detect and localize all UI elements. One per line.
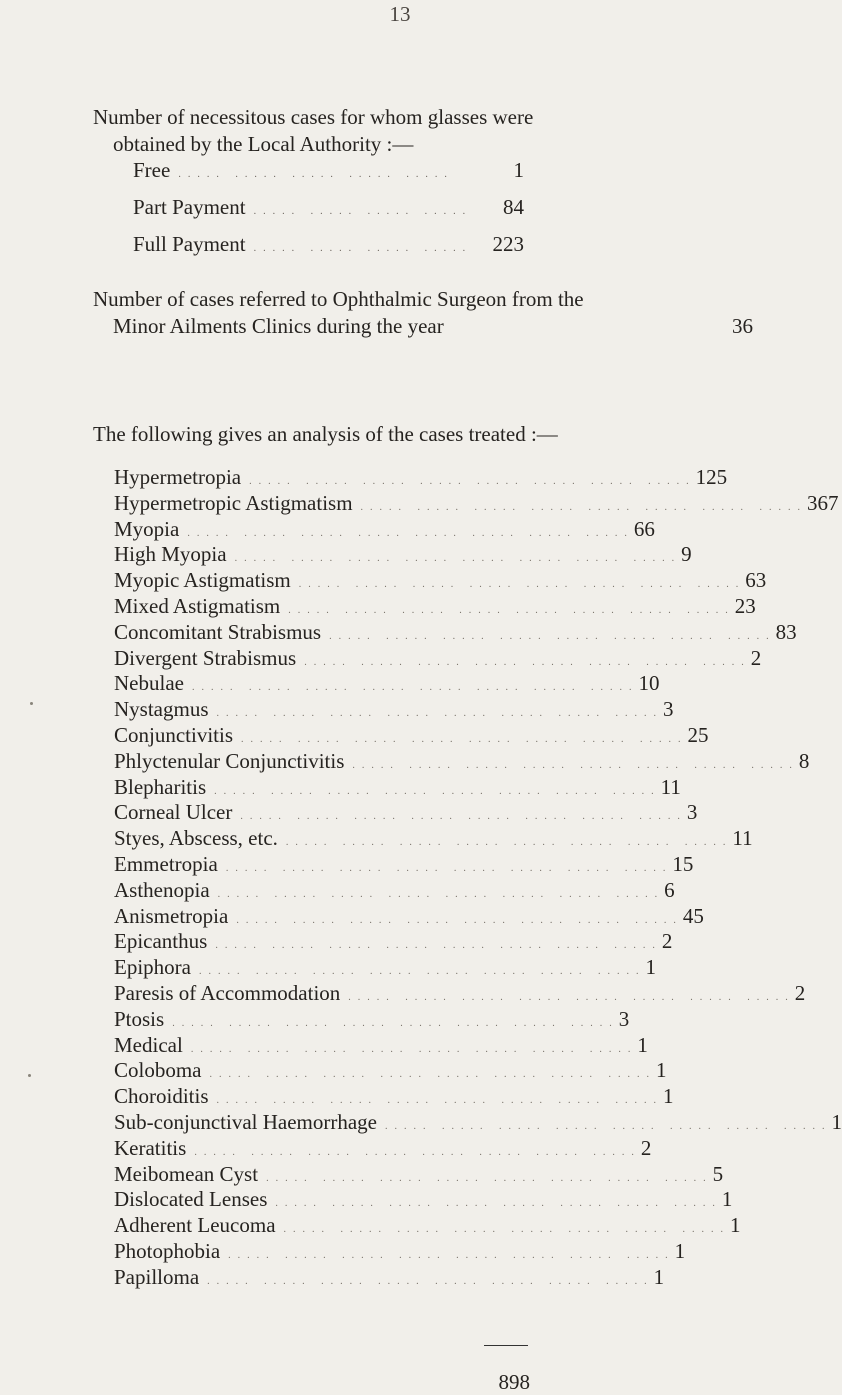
case-row [114,697,532,723]
case-label: Choroiditis [114,1084,209,1109]
case-row [114,852,532,878]
case-label: Epicanthus [114,929,207,954]
case-row [114,929,532,955]
case-label: Mixed Astigmatism [114,594,280,619]
case-row [114,955,532,981]
case-value: 15 [672,852,693,877]
case-value: 66 [634,517,655,542]
payment-label: Full Payment [133,232,246,257]
case-value: 3 [619,1007,630,1032]
leader-dots: ..... ..... ..... ..... ..... ..... ..... ..... [210,889,665,900]
case-row [114,1136,532,1162]
leader-dots: ..... ..... ..... ..... ..... ..... ..... ..... [206,786,661,797]
case-label: Nebulae [114,671,184,696]
case-value: 1 [730,1213,741,1238]
leader-dots: ..... ..... ..... ..... ..... ..... ..... ..... [278,837,733,848]
leader-dots: ..... ..... ..... ..... ..... ..... ..... ..... [186,1147,641,1158]
case-label: Blepharitis [114,775,206,800]
case-value: 63 [745,568,766,593]
case-row [114,1239,532,1265]
leader-dots: ..... ..... ..... ..... ..... ..... ..... ..... [227,553,682,564]
leader-dots: ..... ..... ..... ..... ..... ..... ..... ..... [207,940,662,951]
case-row [114,904,532,930]
case-label: Hypermetropia [114,465,241,490]
case-value: 125 [696,465,728,490]
referred-line2: Minor Ailments Clinics during the year [113,313,444,340]
case-label: Nystagmus [114,697,209,722]
case-row [114,826,532,852]
leader-dots: ..... ..... ..... ..... ..... ..... ..... ..... [184,682,639,693]
case-label: Styes, Abscess, etc. [114,826,278,851]
leader-dots: ..... ..... ..... ..... [246,243,474,254]
leader-dots: ..... ..... ..... ..... ..... ..... ..... ..... [220,1250,675,1261]
leader-dots: ..... ..... ..... ..... ..... ..... ..... ..... [218,863,673,874]
case-row [114,542,532,568]
case-row [114,981,532,1007]
payment-table [133,158,524,269]
analysis-total: 898 [484,1370,530,1395]
leader-dots: ..... ..... ..... ..... ..... ..... ..... ..... [377,1121,832,1132]
leader-dots: ..... ..... ..... ..... ..... ..... ..... ..... [276,1224,731,1235]
case-row [114,1084,532,1110]
case-label: Conjunctivitis [114,723,233,748]
case-label: Emmetropia [114,852,218,877]
case-label: Adherent Leucoma [114,1213,276,1238]
case-row [114,491,532,517]
leader-dots: ..... ..... ..... ..... ..... ..... ..... ..... [191,966,646,977]
case-value: 11 [732,826,752,851]
leader-dots: ..... ..... ..... ..... ..... ..... ..... ..... [164,1018,619,1029]
case-label: High Myopia [114,542,227,567]
case-row [114,671,532,697]
paper-speck [28,1074,31,1077]
case-row [114,1213,532,1239]
case-value: 8 [799,749,810,774]
case-label: Keratitis [114,1136,186,1161]
analysis-table [114,465,532,1291]
glasses-heading-line2: obtained by the Local Authority :— [93,131,753,158]
leader-dots: ..... ..... ..... ..... ..... ..... ..... ..... [258,1173,713,1184]
case-label: Sub-conjunctival Haemorrhage [114,1110,377,1135]
payment-row-free [133,158,524,195]
leader-dots: ..... ..... ..... ..... ..... ..... ..... ..... [228,915,683,926]
case-value: 1 [637,1033,648,1058]
leader-dots: ..... ..... ..... ..... ..... ..... ..... ..... [321,631,776,642]
case-row [114,878,532,904]
leader-dots: ..... ..... ..... ..... ..... ..... ..... ..... [344,760,799,771]
case-label: Corneal Ulcer [114,800,232,825]
case-value: 9 [681,542,692,567]
case-row [114,1007,532,1033]
payment-value: 223 [474,232,524,257]
referred-paragraph [93,286,753,340]
leader-dots: ..... ..... ..... ..... ..... ..... ..... ..... [233,734,688,745]
payment-row-part [133,195,524,232]
case-row [114,620,532,646]
analysis-intro: The following gives an analysis of the cases treated :— [93,421,753,448]
case-value: 2 [751,646,762,671]
case-value: 83 [776,620,797,645]
case-value: 6 [664,878,675,903]
referred-line2-row [93,313,753,340]
leader-dots: ..... ..... ..... ..... ..... ..... ..... ..... [199,1276,654,1287]
case-row [114,594,532,620]
leader-dots: ..... ..... ..... ..... [246,206,474,217]
case-value: 1 [675,1239,686,1264]
case-row [114,1162,532,1188]
case-label: Meibomean Cyst [114,1162,258,1187]
case-value: 1 [656,1058,667,1083]
case-value: 5 [713,1162,724,1187]
page-number: 13 [0,2,800,27]
leader-dots: ..... ..... ..... ..... ..... ..... ..... ..... [340,992,795,1003]
case-row [114,749,532,775]
case-label: Coloboma [114,1058,202,1083]
case-value: 2 [641,1136,652,1161]
glasses-heading-line1: Number of necessitous cases for whom glasses were [93,104,753,131]
total-rule [484,1345,528,1346]
paper-speck [30,702,33,705]
payment-label: Free [133,158,170,183]
case-label: Phlyctenular Conjunctivitis [114,749,344,774]
case-label: Paresis of Accommodation [114,981,340,1006]
leader-dots: ..... ..... ..... ..... ..... ..... ..... ..... [209,1095,664,1106]
case-row [114,517,532,543]
case-value: 23 [735,594,756,619]
case-label: Divergent Strabismus [114,646,296,671]
leader-dots: ..... ..... ..... ..... ..... ..... ..... ..... [202,1069,657,1080]
payment-value: 1 [474,158,524,183]
case-label: Photophobia [114,1239,220,1264]
leader-dots: ..... ..... ..... ..... ..... ..... ..... ..... [179,528,634,539]
case-label: Hypermetropic Astigmatism [114,491,353,516]
case-value: 45 [683,904,704,929]
case-label: Ptosis [114,1007,164,1032]
leader-dots: ..... ..... ..... ..... ..... ..... ..... ..... [267,1198,722,1209]
case-row [114,1187,532,1213]
case-value: 1 [722,1187,733,1212]
case-row [114,1265,532,1291]
case-value: 1 [832,1110,842,1135]
case-row [114,646,532,672]
referred-value: 36 [732,313,753,340]
case-row [114,1033,532,1059]
case-value: 367 [807,491,839,516]
leader-dots: ..... ..... ..... ..... ..... [170,169,474,180]
payment-row-full [133,232,524,269]
case-row [114,800,532,826]
case-value: 25 [688,723,709,748]
case-value: 1 [654,1265,665,1290]
case-row [114,723,532,749]
case-value: 3 [663,697,674,722]
case-label: Epiphora [114,955,191,980]
case-label: Papilloma [114,1265,199,1290]
case-value: 10 [638,671,659,696]
leader-dots: ..... ..... ..... ..... ..... ..... ..... ..... [291,579,746,590]
case-value: 11 [661,775,681,800]
leader-dots: ..... ..... ..... ..... ..... ..... ..... ..... [280,605,735,616]
case-value: 1 [645,955,656,980]
case-value: 3 [687,800,698,825]
case-row [114,1058,532,1084]
leader-dots: ..... ..... ..... ..... ..... ..... ..... ..... [232,811,687,822]
leader-dots: ..... ..... ..... ..... ..... ..... ..... ..... [183,1044,638,1055]
case-row [114,465,532,491]
leader-dots: ..... ..... ..... ..... ..... ..... ..... ..... [353,502,808,513]
case-value: 1 [663,1084,674,1109]
leader-dots: ..... ..... ..... ..... ..... ..... ..... ..... [241,476,696,487]
case-value: 2 [662,929,673,954]
case-label: Myopia [114,517,179,542]
leader-dots: ..... ..... ..... ..... ..... ..... ..... ..... [209,708,664,719]
payment-value: 84 [474,195,524,220]
leader-dots: ..... ..... ..... ..... ..... ..... ..... ..... [296,657,751,668]
case-label: Anismetropia [114,904,228,929]
case-row [114,1110,532,1136]
case-row [114,775,532,801]
glasses-heading [93,104,753,158]
referred-line1: Number of cases referred to Ophthalmic Surgeon from the [93,286,753,313]
case-value: 2 [795,981,806,1006]
case-label: Medical [114,1033,183,1058]
case-row [114,568,532,594]
case-label: Dislocated Lenses [114,1187,267,1212]
case-label: Myopic Astigmatism [114,568,291,593]
case-label: Concomitant Strabismus [114,620,321,645]
payment-label: Part Payment [133,195,246,220]
case-label: Asthenopia [114,878,210,903]
